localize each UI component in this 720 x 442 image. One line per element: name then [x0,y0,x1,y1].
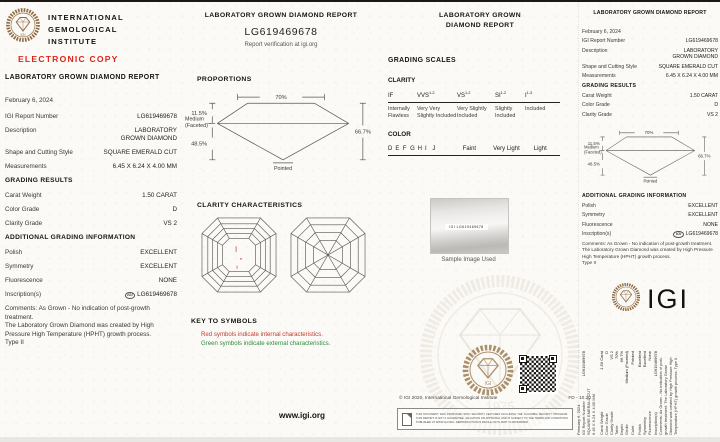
field-label: Color Grade [582,102,610,108]
clarity-desc: Very Very Slightly Included [417,105,457,119]
field-value: LABORATORY GROWN DIAMOND [672,47,718,60]
field-label: Inscription(s) [582,231,612,238]
stub-value: Excellent [642,351,648,368]
color-scale-heading: COLOR [388,131,411,139]
grading-results-heading: GRADING RESULTS [5,176,73,184]
pavilion-percent: 48.5% [191,141,208,148]
svg-text:IGI: IGI [484,381,492,388]
clarity-scale-heading: CLARITY [388,77,416,85]
report-number: LG619469678 [244,26,318,38]
color-grade: H [417,146,422,153]
report-details-panel [5,7,177,348]
svg-text:IGI: IGI [20,32,26,37]
clarity-grade: VS$^{1-2}$ [457,91,471,100]
qr-finder [519,385,527,393]
proportions-diagram-small [584,126,718,189]
additional-row [5,263,177,271]
field-value: 1.50 CARAT [142,191,177,199]
girdle-label: Medium [185,116,205,123]
field-label: Description [5,127,37,135]
stub-label: Depth [619,424,625,435]
clarity-desc: Very Slightly Included [457,105,487,119]
field-label: Fluorescence [582,221,613,228]
proportions-clarity-panel [183,7,379,431]
clarity-desc: Internally Flawless [388,105,410,119]
comment-line: The Laboratory Grown Diamond was created by High Pressure High Temperature (HPHT) growth process. [582,247,713,259]
grading-row [582,102,718,108]
clarity-plot-crown-diagram [201,217,277,298]
verification-note: Report verification at igi.org [244,42,318,48]
org-line: GEMOLOGICAL [48,24,118,34]
stub-value: 66.7% [619,351,625,363]
comment-line: The Laboratory Grown Diamond was created by High Pressure High Temperature (HPHT) growth process. [5,322,154,338]
additional-row [5,277,177,285]
color-range: Faint [462,146,477,153]
org-name [48,7,124,47]
field-label: Shape and Cutting Style [5,148,73,156]
stub-label: 6.45 X 6.24 X 4.00 MM [591,394,597,435]
field-label: IGI Report Number [582,38,626,45]
stub-label: Color Grade [604,413,610,435]
field-value: VS 2 [706,111,718,118]
info-row [5,113,177,121]
summary-stub-panel [582,10,718,317]
stub-value: Excellent [637,351,643,368]
field-value [673,231,718,238]
grading-results-heading: GRADING RESULTS [582,82,637,89]
stub-label: Culet [629,425,635,435]
field-label: Inscription(s) [5,291,42,299]
depth-percent: 66.7% [698,152,711,158]
info-row [5,149,177,157]
igi-logo [582,282,718,317]
inscription-number: LG619469678 [137,291,177,299]
report-date: February 6, 2024 [582,29,621,35]
field-label: Shape and Cutting Style [582,63,637,70]
field-value: NONE [703,221,718,228]
girdle-label2: (Faceted) [584,148,602,154]
stub-label: Clarity Grade [609,411,615,435]
clarity-desc: Included [525,105,546,112]
comment-line: Type II [582,259,597,265]
field-value [125,291,177,299]
field-value: SQUARE EMERALD CUT [658,63,718,70]
scan-top-edge [0,0,720,2]
key-to-symbols-heading: KEY TO SYMBOLS [191,318,258,325]
field-value: 1.50 CARAT [689,92,718,99]
field-label: Fluorescence [5,276,43,284]
field-value: 6.45 X 6.24 X 4.00 MM [665,73,718,79]
field-value: LG619469678 [137,113,177,120]
field-label: Carat Weight [5,191,42,199]
field-label: Measurements [5,162,47,170]
stub-comments: Comments: As Grown - No indication of post-growth treatment. The Laboratory Grown Diamond was created by High Pressure High Temperature (HPHT) growth process. Type II [658,357,678,435]
stub-value: D [604,351,610,354]
clarity-grade: IF [388,93,394,100]
pavilion-percent: 48.5% [587,161,600,167]
report-date: February 6, 2024 [5,97,53,104]
comments-block [582,241,718,265]
svg-text:1975: 1975 [483,387,493,392]
stub-value: 70% [614,351,620,360]
field-label: Polish [582,202,596,209]
clarity-grade: VVS$^{1-2}$ [417,91,435,100]
clarity-grade: $I^{1-3}$ [525,91,533,100]
info-row [582,73,718,79]
color-scale-rule [388,155,560,156]
qr-finder [549,355,557,363]
color-range: Light [533,146,547,153]
proportions-diagram [185,87,379,178]
stub-value: Medium (Faceted) [624,351,630,384]
field-label: IGI Report Number [5,113,59,120]
igi-gold-seal-icon [461,343,515,397]
additional-grading-heading: ADDITIONAL GRADING INFORMATION [582,192,687,199]
svg-text:1975: 1975 [485,399,515,414]
stub-label: Fluorescence [647,410,653,435]
inscription-number: LG619469678 [685,231,718,238]
field-label: Color Grade [5,205,40,213]
disclaimer-text: THIS DOCUMENT WAS PRODUCED WITH SECURITY FEATURES INCLUDING THE COLUMBIA SECURITY PROGRAM. THIS REPORT IS NOT A GUARANTEE, VALUATION OR APPRAISAL AND IS SUBJECT TO THE TERMS AND CONDITIONS PUBLISHED AT WWW.IGI.ORG. REPRODUCTION IN WHOLE OR IN PART IS PROHIBITED. [416,412,568,425]
igi-seal-icon [5,7,41,48]
panel-title: LABORATORY GROWN DIAMOND REPORT [593,10,707,16]
org-line: INTERNATIONAL [48,13,124,22]
stub-label: Girdle [624,424,630,435]
info-row [5,163,177,171]
field-value: EXCELLENT [140,248,177,256]
field-label: Clarity Grade [5,219,43,227]
key-green-line: Green symbols indicate external characteristics. [201,340,331,348]
stub-label: Polish [637,424,643,435]
grading-scales-heading: GRADING SCALES [388,57,457,65]
electronic-copy-label: ELECTRONIC COPY [18,54,119,64]
field-label: Polish [5,248,23,256]
field-label: Measurements [582,73,616,79]
girdle-label: Medium [584,144,599,150]
stub-label: February 6, 2024 [576,404,581,435]
form-code: FD - 10.20 [568,396,591,401]
igi-inscription-logo-icon: IGI [125,292,135,299]
grading-row [582,93,718,99]
org-line: INSTITUTE [48,36,98,46]
grading-row [582,112,718,118]
report-title: LABORATORY GROWN DIAMOND REPORT [5,74,160,81]
comment-line: Comments: As Grown - No indication of post-growth treatment. [582,241,713,247]
additional-row [5,249,177,257]
panel-title [383,11,577,31]
stub-label: SQUARE EMERALD CUT [586,388,592,435]
field-label: Clarity Grade [582,111,613,118]
field-value: D [172,205,177,213]
clarity-grade: SI$^{1-2}$ [495,91,507,100]
crown-percent: 11.5% [191,110,207,117]
sample-photo [430,198,509,254]
clarity-scale-rule [388,102,560,103]
grading-row [5,192,177,200]
additional-row [582,231,718,238]
field-value: EXCELLENT [688,212,718,219]
document-icon [402,413,412,426]
stub-value: VS 2 [609,351,615,360]
additional-row [5,291,177,299]
info-row [582,38,718,44]
field-value: LG619469678 [685,38,718,45]
additional-row [582,203,718,209]
color-grade: D [388,146,393,153]
stub-label: Carat Weight [598,411,604,435]
color-grade: J [432,146,436,153]
grading-row [5,220,177,228]
disclaimer-box [397,408,573,430]
field-label: Symmetry [5,262,34,270]
stub-label: Inscription(s) [652,412,658,435]
color-grade: G [410,146,415,153]
info-row [582,64,718,70]
panel-title: LABORATORY GROWN DIAMOND REPORT [204,12,358,19]
qr-finder [519,355,527,363]
crown-percent: 11.5% [587,140,600,146]
igi-seal-icon [611,282,641,317]
additional-row [582,222,718,228]
field-value: NONE [158,276,177,284]
clarity-characteristics-heading: CLARITY CHARACTERISTICS [197,202,303,209]
field-value: SQUARE EMERALD CUT [103,148,177,156]
color-grade: E [395,146,400,153]
table-percent: 70% [644,129,654,135]
stub-label: Table [614,425,620,435]
clarity-grade-row [388,91,560,99]
field-value: D [714,102,718,108]
color-range: Very Light [493,146,520,153]
field-value: VS 2 [163,219,177,227]
stub-value: 1.50 Carat [598,351,604,370]
website-link-text: www.igi.org [278,411,326,420]
color-grade: F [402,146,407,153]
comment-line: Comments: As Grown - No indication of post-growth treatment. [5,305,150,321]
info-row [582,48,718,60]
stub-label: IGI Report Number [581,401,587,435]
proportions-heading: PROPORTIONS [197,76,252,83]
laser-inscription-strip [445,224,488,230]
igi-inscription-logo-icon: IGI [673,231,683,238]
depth-percent: 66.7% [354,129,371,136]
clarity-desc-row [388,106,566,120]
detachable-stub-summary [576,351,718,435]
stub-value: Pointed [629,351,635,365]
comment-line: Type II [5,339,24,347]
field-value: EXCELLENT [688,202,718,209]
laser-inscription-text: IGI LG619469678 [449,224,484,229]
field-value: 6.45 X 6.24 X 4.00 MM [112,162,177,170]
comments-block [5,305,177,348]
field-value: EXCELLENT [140,262,177,270]
grading-row [5,206,177,214]
field-value: LABORATORY GROWN DIAMOND [120,127,177,142]
stub-value: LG619469678 [652,351,658,377]
culet-label: Pointed [643,178,658,184]
girdle-label2: (Faceted) [185,122,208,129]
qr-code [518,354,558,394]
culet-label: Pointed [273,165,293,172]
sample-image-caption: Sample Image Used [441,257,496,263]
stub-value: LG619469678 [581,351,587,377]
igi-logotype: IGI [646,283,689,314]
color-grade-row [388,146,577,152]
copyright-text: © IGI 2020, International Gemological Institute [399,396,498,401]
title-line: LABORATORY GROWN [438,12,522,19]
info-row [5,127,177,142]
color-grade: I [424,146,427,153]
additional-row [582,212,718,218]
key-red-line: Red symbols indicate internal characteristics. [201,331,323,338]
title-line: DIAMOND REPORT [445,22,515,30]
field-label: Symmetry [582,212,605,219]
field-label: Description [582,47,608,54]
additional-grading-heading: ADDITIONAL GRADING INFORMATION [5,233,136,241]
field-label: Carat Weight [582,92,612,99]
table-percent: 70% [275,95,287,102]
stub-label: Symmetry [642,417,648,435]
clarity-plot-pavilion-diagram [290,217,366,298]
clarity-desc: Slightly Included [495,105,516,119]
stub-value: None [647,351,653,361]
